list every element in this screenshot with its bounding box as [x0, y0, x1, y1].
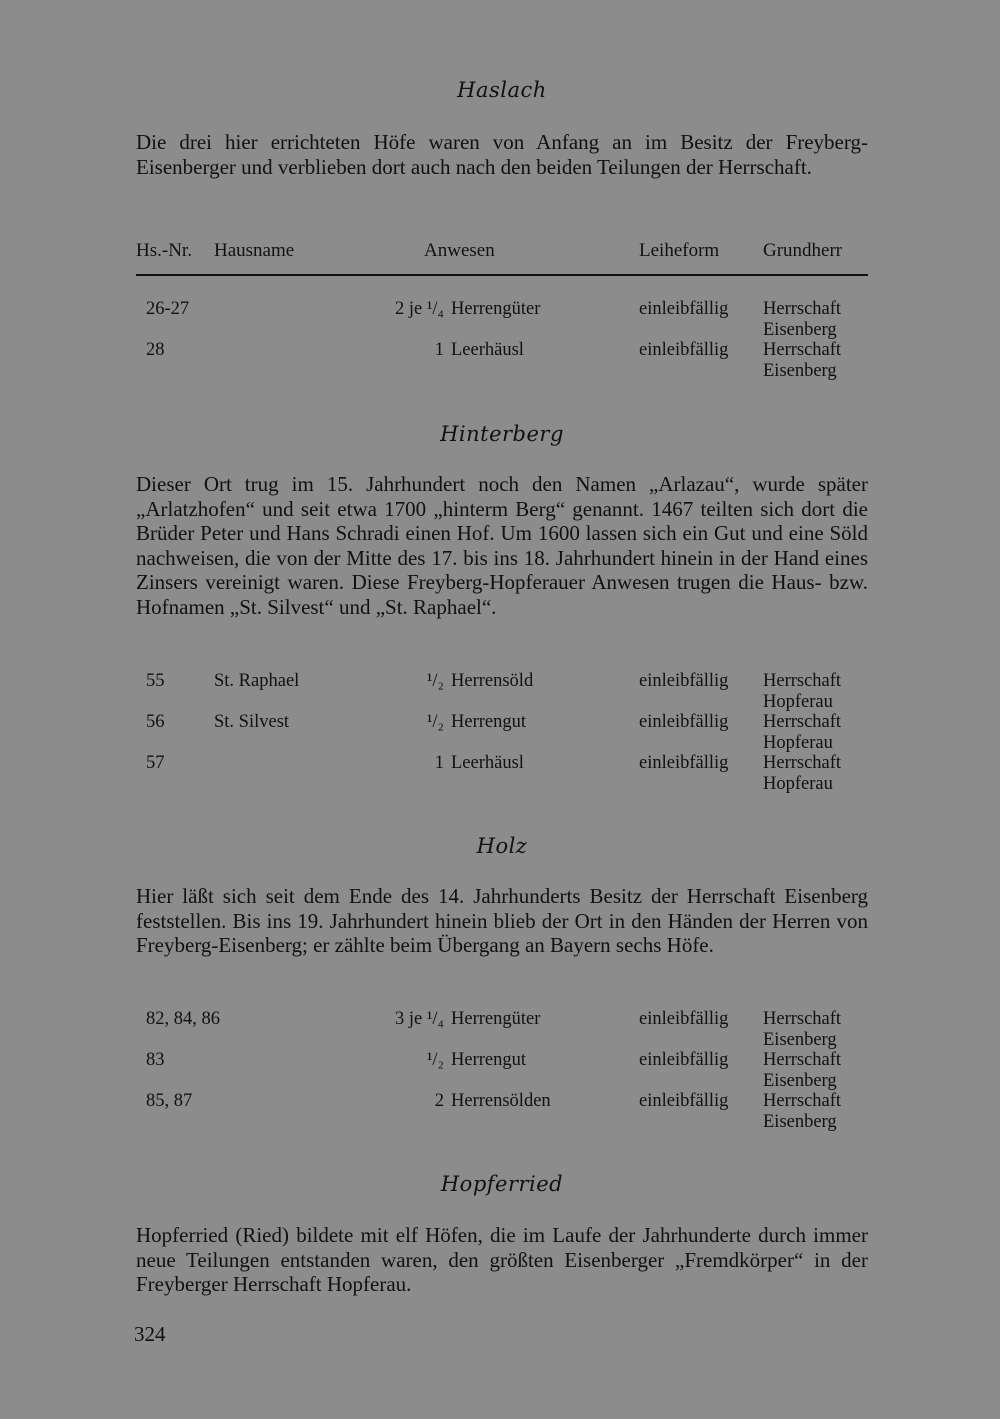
grundherr-line2: Eisenberg	[763, 1070, 837, 1091]
grundherr-line2: Eisenberg	[763, 319, 837, 340]
cell-grundherr	[763, 1091, 841, 1132]
cell-grundherr	[763, 753, 841, 794]
grundherr-line1: Herrschaft	[763, 340, 842, 360]
cell-quantity: 1	[434, 753, 444, 773]
cell-leiheform: einleibfällig	[639, 1050, 729, 1070]
section-title-haslach: Haslach	[457, 78, 547, 102]
cell-leiheform: einleibfällig	[639, 671, 729, 691]
cell-quantity: 2	[434, 1091, 444, 1111]
table-header	[136, 240, 868, 268]
grundherr-line1: Herrschaft	[763, 1009, 842, 1029]
cell-quantity: 2 je ¹/₄	[395, 299, 444, 319]
header-hausname: Hausname	[214, 240, 295, 261]
cell-anwesen: Leerhäusl	[451, 753, 524, 773]
grundherr-line1: Herrschaft	[763, 1050, 842, 1070]
grundherr-line1: Herrschaft	[763, 671, 842, 691]
section-title-hopferried: Hopferried	[440, 1172, 564, 1196]
cell-leiheform: einleibfällig	[639, 1091, 729, 1111]
cell-nr: 85, 87	[146, 1091, 193, 1111]
cell-quantity: ¹/₂	[426, 671, 444, 691]
cell-anwesen: Leerhäusl	[451, 340, 524, 360]
grundherr-line2: Eisenberg	[763, 1029, 837, 1050]
cell-hausname: St. Raphael	[214, 671, 300, 691]
header-nr: Hs.-Nr.	[136, 240, 192, 261]
table-row	[136, 753, 868, 795]
page-number: 324	[134, 1322, 166, 1346]
cell-nr: 26-27	[146, 299, 190, 319]
grundherr-line1: Herrschaft	[763, 753, 842, 773]
cell-grundherr	[763, 299, 841, 340]
paragraph-hinterberg: Dieser Ort trug im 15. Jahrhundert noch den Namen „Arlazau“, wurde später „Arlatzhofen“ und seit etwa 1700 „hinterm Berg“ genannt. 1467 teilten sich dort die Brüder Peter und Hans Schradi einen Hof. Um 1600 lassen sich ein Gut und eine Söld nachweisen, die von der Mitte des 17. bis ins 18. Jahrhundert hinein in der Hand eines Zinsers vereinigt waren. Diese Freyberg-Hopferauer Anwesen trugen die Haus- bzw. Hofnamen „St. Silvest“ und „St. Raphael“.	[136, 472, 868, 619]
cell-anwesen: Herrengüter	[451, 299, 541, 319]
cell-grundherr	[763, 671, 841, 712]
cell-anwesen: Herrengut	[451, 1050, 526, 1070]
cell-leiheform: einleibfällig	[639, 712, 729, 732]
grundherr-line2: Hopferau	[763, 691, 833, 712]
grundherr-line1: Herrschaft	[763, 1091, 842, 1111]
header-grundherr: Grundherr	[763, 240, 843, 261]
cell-nr: 57	[146, 753, 165, 773]
paragraph-haslach: Die drei hier errichteten Höfe waren von Anfang an im Besitz der Freyberg-Eisenberger und verblieben dort auch nach den beiden Teilungen der Herrschaft.	[136, 130, 868, 179]
paragraph-hopferried: Hopferried (Ried) bildete mit elf Höfen, die im Laufe der Jahrhunderte durch immer neue Teilungen entstanden waren, den größten Eisenberger „Fremdkörper“ in der Freyberger Herrschaft Hopferau.	[136, 1223, 868, 1296]
cell-grundherr	[763, 340, 841, 381]
table-row	[136, 299, 868, 341]
cell-quantity: ¹/₂	[426, 1050, 444, 1070]
cell-leiheform: einleibfällig	[639, 340, 729, 360]
header-rule	[136, 274, 868, 276]
table-row	[136, 1091, 868, 1133]
cell-anwesen: Herrensöld	[451, 671, 534, 691]
cell-hausname: St. Silvest	[214, 712, 290, 732]
cell-quantity: ¹/₂	[426, 712, 444, 732]
table-row	[136, 1050, 868, 1092]
cell-grundherr	[763, 712, 841, 753]
cell-grundherr	[763, 1009, 841, 1050]
grundherr-line2: Eisenberg	[763, 360, 837, 381]
paragraph-holz: Hier läßt sich seit dem Ende des 14. Jahrhunderts Besitz der Herrschaft Eisenberg feststellen. Bis ins 19. Jahrhundert hinein blieb der Ort in den Händen der Herren von Freyberg-Eisenberg; er zählte beim Übergang an Bayern sechs Höfe.	[136, 884, 868, 957]
grundherr-line2: Eisenberg	[763, 1111, 837, 1132]
table-row	[136, 1009, 868, 1051]
cell-leiheform: einleibfällig	[639, 753, 729, 773]
cell-nr: 55	[146, 671, 165, 691]
header-anwesen: Anwesen	[424, 240, 495, 261]
cell-anwesen: Herrengüter	[451, 1009, 541, 1029]
grundherr-line1: Herrschaft	[763, 299, 842, 319]
grundherr-line2: Hopferau	[763, 732, 833, 753]
cell-nr: 83	[146, 1050, 165, 1070]
table-row	[136, 340, 868, 382]
cell-leiheform: einleibfällig	[639, 1009, 729, 1029]
cell-leiheform: einleibfällig	[639, 299, 729, 319]
section-title-hinterberg: Hinterberg	[440, 422, 564, 446]
cell-nr: 56	[146, 712, 165, 732]
table-row	[136, 712, 868, 754]
header-leiheform: Leiheform	[639, 240, 720, 261]
cell-grundherr	[763, 1050, 841, 1091]
cell-anwesen: Herrengut	[451, 712, 526, 732]
cell-nr: 28	[146, 340, 165, 360]
grundherr-line1: Herrschaft	[763, 712, 842, 732]
grundherr-line2: Hopferau	[763, 773, 833, 794]
cell-anwesen: Herrensölden	[451, 1091, 551, 1111]
section-title-holz: Holz	[476, 834, 528, 858]
table-row	[136, 671, 868, 713]
cell-quantity: 1	[434, 340, 444, 360]
cell-nr: 82, 84, 86	[146, 1009, 220, 1029]
cell-quantity: 3 je ¹/₄	[395, 1009, 444, 1029]
